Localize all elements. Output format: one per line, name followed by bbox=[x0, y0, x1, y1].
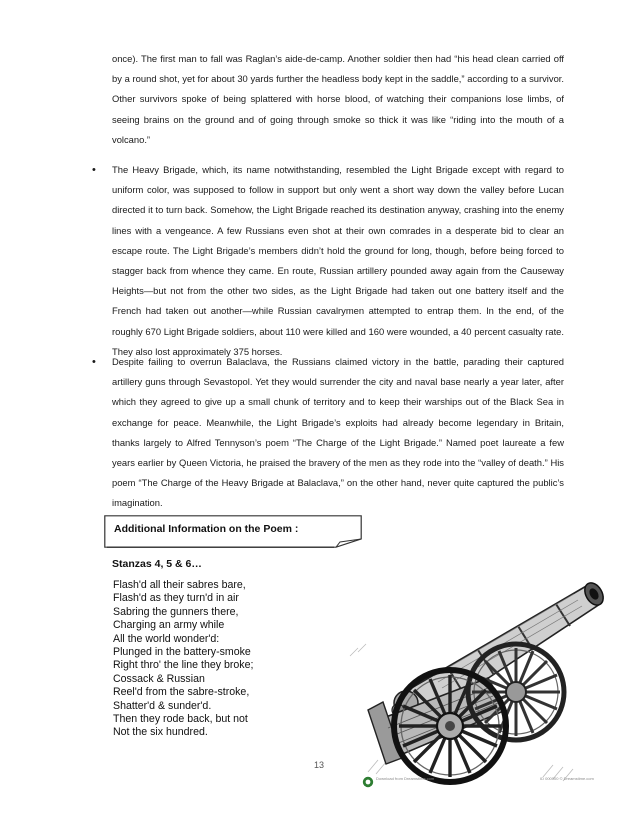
info-box-title: Additional Information on the Poem : bbox=[114, 523, 299, 535]
bullet-text: The Heavy Brigade, which, its name notwithstanding, resembled the Light Brigade except with regard to uniform color, was supposed to follow in support but only went a short way down the valley before Lucan directed it to turn back. Somehow, the Light Brigade reached its destination anyway, crashing into the enemy lines with a vengeance. A few Russians even shot at their own comrades in a desperate bid to clear an escape route. The Light Brigade’s members didn’t hold the ground for long, though, before being forced to stagger back from whence they came. En route, Russian artillery pounded away again from the Causeway Heights—but not from the other two sides, as the Light Brigade had taken out one battery itself and the French had taken out another—while Russian cavalrymen attempted to entrap them. In the end, of the roughly 670 Light Brigade soldiers, about 110 were killed and 160 were wounded, a 40 percent casualty rate. They also lost approximately 375 horses. bbox=[112, 164, 564, 357]
poem-line: Not the six hundred. bbox=[113, 726, 208, 739]
poem-line: Charging an army while bbox=[113, 619, 225, 632]
bullet-text: Despite failing to overrun Balaclava, the Russians claimed victory in the battle, parading their captured artillery guns through Sevastopol. Yet they would surrender the city and naval base nearly a year later, after which they agreed to give up a small chunk of territory and to keep their warships out of the Black Sea in exchange for peace. Meanwhile, the Light Brigade’s exploits had already become legendary in Britain, thanks largely to Alfred Tennyson’s poem “The Charge of the Light Brigade.” Named poet laureate a few years earlier by Queen Victoria, he praised the bravery of the men as they rode into the “valley of death.” His poem “The Charge of the Heavy Brigade at Balaclava,” on the other hand, never quite captured the public’s imagination. bbox=[112, 356, 564, 509]
bullet-item-aftermath bbox=[92, 352, 564, 514]
poem-line: Flash'd as they turn'd in air bbox=[113, 592, 239, 605]
poem-line: Then they rode back, but not bbox=[113, 713, 248, 726]
page-number: 13 bbox=[313, 760, 324, 770]
bullet-marker: • bbox=[92, 164, 96, 176]
watermark-id: ID 000000 © Dreamstime.com bbox=[540, 776, 594, 781]
cannon-wheel-front bbox=[394, 670, 506, 782]
poem-line: Cossack & Russian bbox=[113, 672, 205, 685]
poem-line: Sabring the gunners there, bbox=[113, 605, 239, 618]
bullet-marker: • bbox=[92, 356, 96, 368]
stanzas-heading: Stanzas 4, 5 & 6… bbox=[112, 558, 202, 570]
additional-info-box bbox=[104, 515, 362, 548]
continuation-paragraph: once). The first man to fall was Raglan’s aide-de-camp. Another soldier then had “his head clean carried off by a round shot, yet for about 30 yards further the headless body kept in the saddle,” according to a survivor. Other survivors spoke of being splattered with horse blood, of watching their companions lose limbs, of seeing brains on the ground and of going through smoke so thick it was like “riding into the mouth of a volcano.” bbox=[112, 53, 564, 145]
poem-line: Flash'd all their sabres bare, bbox=[113, 579, 246, 591]
poem-line: Right thro' the line they broke; bbox=[113, 659, 254, 672]
poem-line: All the world wonder'd: bbox=[113, 632, 220, 645]
stock-logo-icon bbox=[362, 776, 374, 788]
poem-line: Reel'd from the sabre-stroke, bbox=[113, 686, 250, 699]
cannon-illustration bbox=[338, 560, 628, 822]
watermark-credit: Download from Dreamstime.com bbox=[376, 776, 435, 781]
poem-line: Plunged in the battery-smoke bbox=[113, 646, 251, 659]
bullet-item-heavy-brigade bbox=[92, 160, 564, 362]
poem-excerpt bbox=[113, 579, 343, 740]
poem-line: Shatter'd & sunder'd. bbox=[113, 699, 212, 712]
